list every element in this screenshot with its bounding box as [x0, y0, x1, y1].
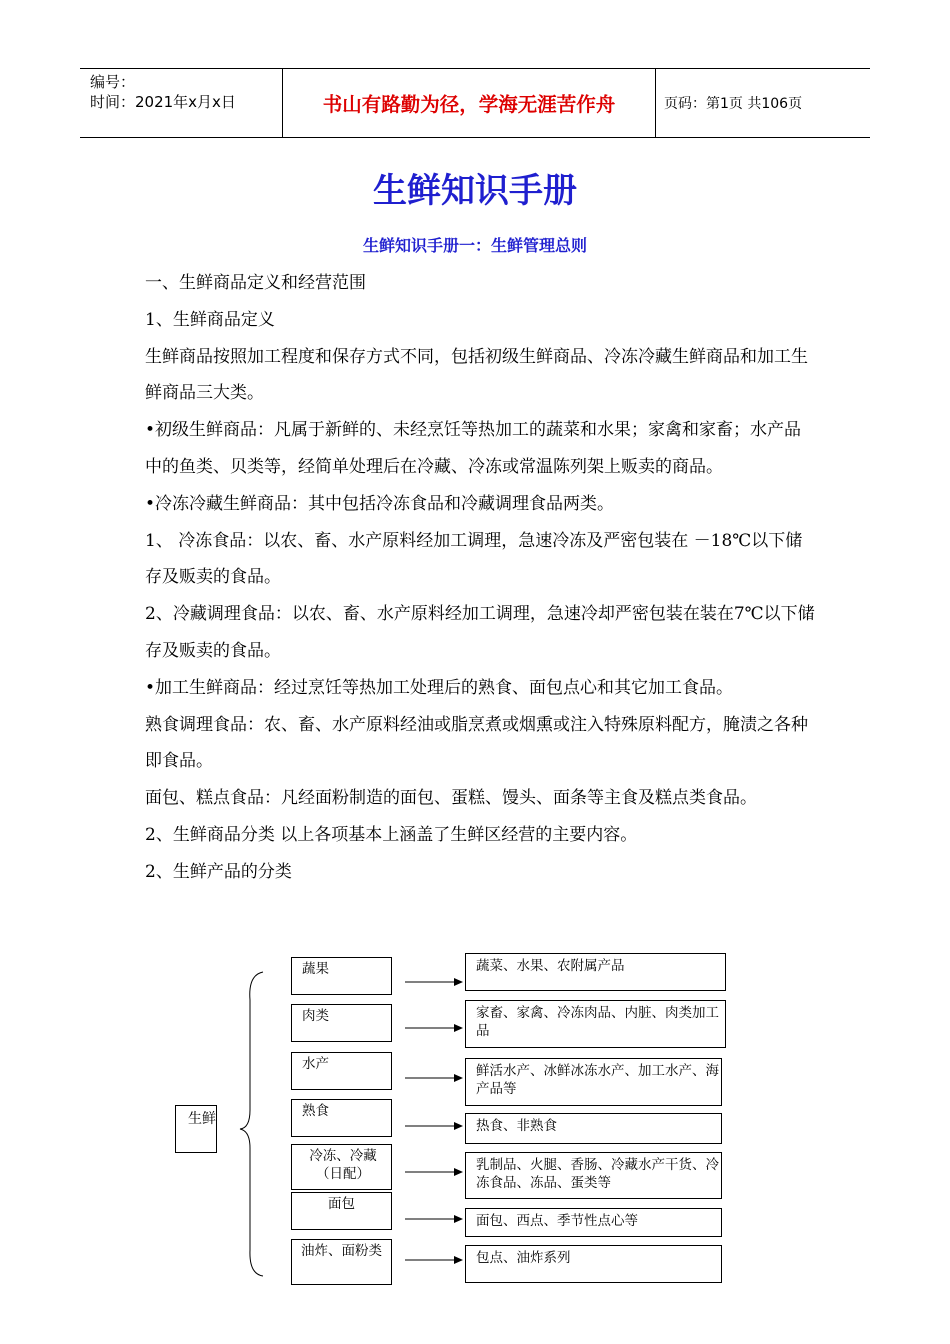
paragraph: 2、生鲜产品的分类 [145, 861, 292, 882]
paragraph: •冷冻冷藏生鲜商品：其中包括冷冻食品和冷藏调理食品两类。 [145, 493, 615, 514]
paragraph: 熟食调理食品：农、畜、水产原料经油或脂烹煮或烟熏或注入特殊原料配方，腌渍之各种即食品。 [145, 714, 808, 772]
category-box: 水产 [291, 1052, 392, 1090]
category-box: 肉类 [291, 1004, 392, 1042]
category-box: 冷冻、冷藏（日配） [291, 1144, 392, 1190]
category-desc-box: 鲜活水产、冰鲜冰冻水产、加工水产、海产品等 [465, 1058, 722, 1106]
category-desc-box: 包点、油炸系列 [465, 1245, 722, 1283]
paragraph: 面包、糕点食品：凡经面粉制造的面包、蛋糕、馒头、面条等主食及糕点类食品。 [145, 788, 757, 809]
number-label: 编号： [90, 73, 136, 91]
diagram-root: 生鲜 [175, 1105, 217, 1153]
page-subtitle: 生鲜知识手册一：生鲜管理总则 [362, 236, 587, 255]
paragraph: 2、冷藏调理食品：以农、畜、水产原料经加工调理，急速冷却严密包装在装在7℃以下储存及贩卖的食品。 [145, 604, 815, 661]
category-desc-box: 面包、西点、季节性点心等 [465, 1208, 722, 1237]
category-desc-box: 家畜、家禽、冷冻肉品、内脏、肉类加工品 [465, 1000, 726, 1048]
category-desc-box: 蔬菜、水果、农附属产品 [465, 953, 726, 991]
paragraph: •初级生鲜商品：凡属于新鲜的、未经烹饪等热加工的蔬菜和水果；家禽和家畜；水产品中的鱼类、贝类等，经简单处理后在冷藏、冷冻或常温陈列架上贩卖的商品。 [145, 420, 802, 477]
brace [240, 972, 263, 1276]
category-box: 熟食 [291, 1099, 392, 1137]
category-desc-box: 热食、非熟食 [465, 1113, 722, 1144]
paragraph: 一、生鲜商品定义和经营范围 [145, 273, 366, 293]
date-label: 时间：2021年x月x日 [90, 93, 236, 111]
page-info: 页码：第1页 共106页 [664, 96, 803, 112]
paragraph: •加工生鲜商品：经过烹饪等热加工处理后的熟食、面包点心和其它加工食品。 [145, 677, 734, 698]
category-desc-box: 乳制品、火腿、香肠、冷藏水产干货、冷冻食品、冻品、蛋类等 [465, 1152, 722, 1199]
category-box: 油炸、面粉类 [291, 1239, 392, 1285]
category-box: 蔬果 [291, 957, 392, 995]
paragraph: 2、生鲜商品分类 以上各项基本上涵盖了生鲜区经营的主要内容。 [145, 824, 638, 845]
paragraph: 1、生鲜商品定义 [145, 309, 275, 330]
header-motto: 书山有路勤为径，学海无涯苦作舟 [282, 69, 656, 137]
paragraph: 1、 冷冻食品：以农、畜、水产原料经加工调理，急速冷冻及严密包装在 －18℃以下储存及贩卖的食品。 [145, 530, 803, 588]
paragraph: 生鲜商品按照加工程度和保存方式不同，包括初级生鲜商品、冷冻冷藏生鲜商品和加工生鲜商品三大类。 [145, 346, 808, 404]
page-title: 生鲜知识手册 [373, 171, 577, 211]
category-box: 面包 [291, 1192, 392, 1230]
